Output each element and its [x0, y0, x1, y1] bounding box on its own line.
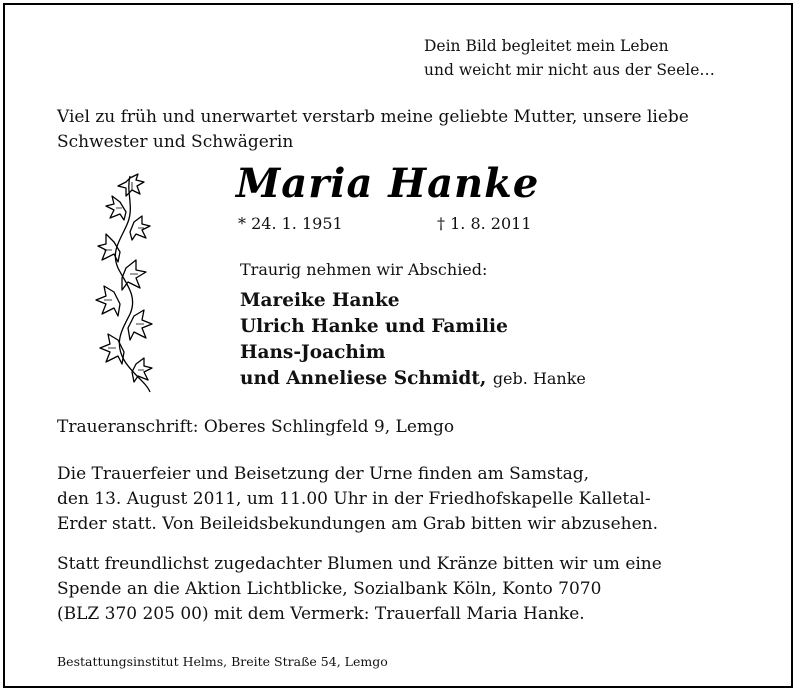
motto-quote — [424, 34, 715, 82]
maiden-name-note: geb. Hanke — [492, 369, 586, 388]
birth-date: * 24. 1. 1951 — [238, 214, 343, 233]
motto-line-1: Dein Bild begleitet mein Leben — [424, 37, 669, 55]
service-line-3: Erder statt. Von Beileidsbekundungen am Grab bitten wir abzusehen. — [57, 514, 658, 534]
ivy-vine-icon — [90, 172, 160, 397]
mourner-name-line — [240, 366, 586, 392]
death-date: † 1. 8. 2011 — [437, 214, 532, 233]
deceased-name: Maria Hanke — [236, 160, 540, 207]
mourners-heading: Traurig nehmen wir Abschied: — [240, 260, 488, 279]
mourner-name: Ulrich Hanke und Familie — [240, 316, 508, 337]
donation-line-3: (BLZ 370 205 00) mit dem Vermerk: Trauerfall Maria Hanke. — [57, 604, 585, 624]
donation-line-2: Spende an die Aktion Lichtblicke, Sozialbank Köln, Konto 7070 — [57, 579, 602, 599]
undertaker-line: Bestattungsinstitut Helms, Breite Straße 54, Lemgo — [57, 654, 388, 669]
service-line-2: den 13. August 2011, um 11.00 Uhr in der Friedhofskapelle Kalletal- — [57, 489, 651, 509]
intro-text — [57, 105, 689, 155]
donation-line-1: Statt freundlichst zugedachter Blumen und Kränze bitten wir um eine — [57, 554, 662, 574]
intro-line-1: Viel zu früh und unerwartet verstarb meine geliebte Mutter, unsere liebe — [57, 107, 689, 127]
mourner-name: Mareike Hanke — [240, 290, 400, 311]
mourning-address: Traueranschrift: Oberes Schlingfeld 9, Lemgo — [57, 417, 455, 437]
mourner-name: Hans-Joachim — [240, 342, 386, 363]
donation-paragraph — [57, 552, 662, 627]
service-paragraph — [57, 462, 658, 537]
intro-line-2: Schwester und Schwägerin — [57, 132, 294, 152]
motto-line-2: und weicht mir nicht aus der Seele… — [424, 61, 715, 79]
mourner-name: und Anneliese Schmidt, — [240, 368, 487, 389]
service-line-1: Die Trauerfeier und Beisetzung der Urne finden am Samstag, — [57, 464, 590, 484]
